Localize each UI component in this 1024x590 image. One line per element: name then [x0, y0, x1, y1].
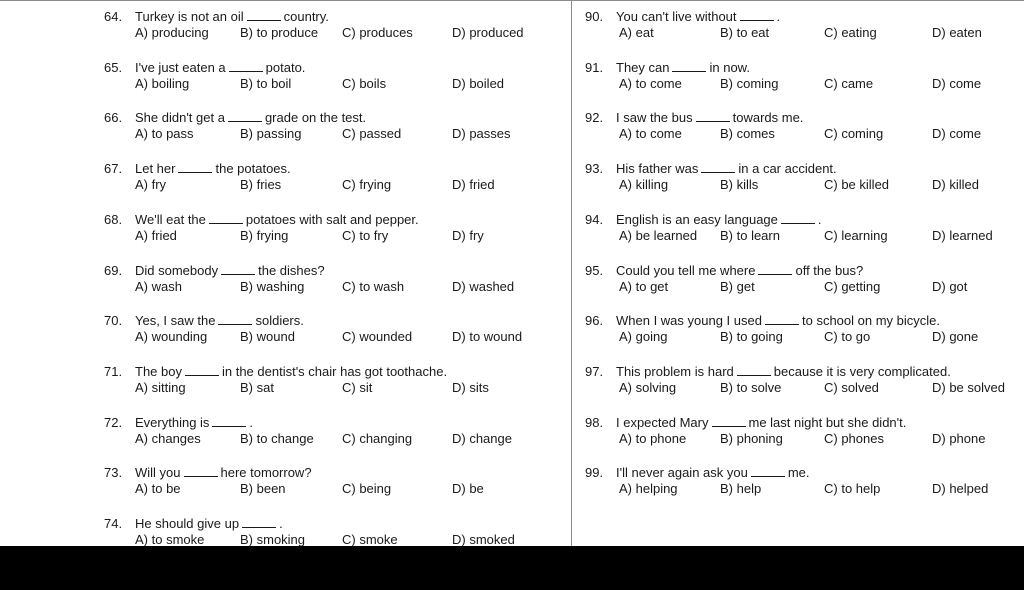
answer-option-a: A) producing: [135, 25, 209, 40]
question-item: [104, 161, 564, 205]
question-text-after: .: [279, 516, 283, 531]
answer-option-b: B) help: [720, 481, 762, 497]
question-item: [104, 110, 564, 154]
answer-option-d: D) boiled: [452, 75, 505, 91]
question-number: 91.: [585, 59, 604, 75]
question-number: 66.: [104, 110, 123, 126]
question-text-after: .: [817, 211, 822, 227]
question-stem: [585, 313, 940, 329]
question-text-after: potato.: [265, 59, 306, 75]
answer-option-b: B) to boil: [240, 75, 292, 91]
answer-option-b: B) fries: [240, 177, 282, 193]
answer-option-d: D) killed: [932, 177, 979, 193]
question-text-before: When I was young I used: [616, 313, 762, 329]
answer-option-b: B) get: [720, 278, 755, 294]
answer-option-a: A) helping: [619, 481, 678, 497]
question-item: [104, 313, 564, 357]
answer-option-c: C) coming: [824, 126, 884, 142]
answer-option-a: A) to smoke: [135, 532, 205, 546]
question-text-before: I'll never again ask you: [616, 465, 748, 481]
answer-option-c: C) wounded: [342, 329, 413, 345]
answer-option-a: A) changes: [135, 430, 201, 446]
answer-option-b: B) to produce: [240, 25, 319, 40]
answer-option-d: D) gone: [932, 329, 979, 345]
question-stem: [585, 364, 951, 380]
answer-option-b: B) washing: [240, 278, 305, 294]
answer-blank: [184, 465, 218, 477]
answer-option-a: A) to pass: [135, 126, 194, 142]
question-text-before: Will you: [135, 465, 181, 481]
answer-blank: [247, 9, 281, 21]
question-text-before: Everything is: [135, 414, 210, 430]
answer-option-c: C) to fry: [342, 227, 389, 243]
answer-option-c: C) produces: [342, 25, 413, 40]
question-text-after: me last night but she didn't.: [748, 414, 907, 430]
answer-option-d: D) smoked: [452, 532, 515, 546]
question-number: 72.: [104, 414, 123, 430]
answer-option-c: C) boils: [342, 75, 387, 91]
question-text-before: Did somebody: [135, 262, 219, 278]
answer-blank: [221, 263, 255, 275]
column-divider: [571, 0, 572, 546]
question-text-before: Turkey is not an oil: [135, 9, 244, 24]
question-item: [104, 9, 564, 53]
answer-blank: [185, 364, 219, 376]
answer-blank: [712, 415, 746, 427]
answer-blank: [229, 60, 263, 72]
question-text-after: in the dentist's chair has got toothache.: [221, 363, 448, 379]
question-stem: [585, 110, 803, 126]
question-number: 90.: [585, 9, 604, 24]
answer-option-b: B) coming: [720, 75, 779, 91]
question-stem: [585, 60, 750, 76]
answer-option-b: B) to eat: [720, 25, 770, 40]
answer-option-b: B) to learn: [720, 227, 780, 243]
question-stem: [585, 212, 822, 228]
question-stem: [104, 212, 419, 228]
question-stem: [104, 516, 283, 532]
answer-option-c: C) eating: [824, 25, 877, 40]
answer-option-c: C) getting: [824, 278, 881, 294]
answer-option-a: A) sitting: [135, 379, 186, 395]
answer-option-a: A) fried: [135, 227, 177, 243]
answer-option-d: D) come: [932, 75, 982, 91]
question-item: [104, 263, 564, 307]
answer-option-a: A) going: [619, 329, 668, 345]
answer-blank: [218, 313, 252, 325]
question-item: [585, 110, 1020, 154]
answer-option-b: B) to solve: [720, 379, 782, 395]
question-stem: [104, 161, 291, 177]
answer-option-c: C) sit: [342, 379, 373, 395]
question-number: 74.: [104, 516, 123, 531]
answer-option-b: B) been: [240, 481, 286, 497]
question-number: 69.: [104, 262, 123, 278]
answer-option-a: A) solving: [619, 379, 677, 395]
answer-blank: [740, 9, 774, 21]
answer-blank: [701, 161, 735, 173]
question-text-after: to school on my bicycle.: [801, 313, 940, 329]
question-item: [104, 516, 564, 546]
question-text-before: Let her: [135, 161, 176, 177]
answer-option-b: B) wound: [240, 329, 295, 345]
question-stem: [585, 263, 863, 279]
question-number: 96.: [585, 313, 604, 329]
question-item: [585, 263, 1020, 307]
question-stem: [104, 313, 304, 329]
answer-option-a: A) to be: [135, 481, 181, 497]
question-text-before: This problem is hard: [616, 363, 734, 379]
question-item: [585, 465, 1020, 509]
answer-option-c: C) to help: [824, 481, 881, 497]
question-text-after: the potatoes.: [215, 161, 291, 177]
answer-option-d: D) produced: [452, 25, 524, 40]
answer-option-b: B) to going: [720, 329, 783, 345]
question-item: [585, 161, 1020, 205]
answer-blank: [242, 516, 276, 528]
question-item: [585, 9, 1020, 53]
answer-option-c: C) frying: [342, 177, 392, 193]
answer-option-c: C) changing: [342, 430, 413, 446]
question-number: 92.: [585, 110, 604, 126]
answer-blank: [178, 161, 212, 173]
question-text-before: His father was: [616, 161, 699, 177]
question-item: [585, 60, 1020, 104]
question-text-before: We'll eat the: [135, 211, 206, 227]
question-number: 99.: [585, 465, 604, 481]
question-number: 64.: [104, 9, 123, 24]
question-text-after: .: [249, 414, 254, 430]
answer-blank: [765, 313, 799, 325]
answer-option-a: A) fry: [135, 177, 167, 193]
question-text-before: English is an easy language: [616, 211, 778, 227]
question-text-after: here tomorrow?: [220, 465, 312, 481]
question-number: 73.: [104, 465, 123, 481]
question-number: 71.: [104, 363, 123, 379]
question-text-before: She didn't get a: [135, 110, 225, 126]
question-text-after: me.: [787, 465, 810, 481]
answer-blank: [228, 110, 262, 122]
answer-option-d: D) to wound: [452, 329, 523, 345]
answer-option-d: D) learned: [932, 227, 993, 243]
question-item: [104, 364, 564, 408]
answer-option-b: B) comes: [720, 126, 775, 142]
answer-option-d: D) change: [452, 430, 512, 446]
answer-option-d: D) be solved: [932, 379, 1005, 395]
question-text-after: potatoes with salt and pepper.: [245, 211, 419, 227]
question-text-before: Could you tell me where: [616, 262, 756, 278]
answer-option-a: A) killing: [619, 177, 669, 193]
question-number: 95.: [585, 262, 604, 278]
answer-option-d: D) got: [932, 278, 968, 294]
answer-option-d: D) eaten: [932, 25, 982, 40]
answer-option-c: C) learning: [824, 227, 888, 243]
top-border: [0, 0, 1024, 1]
question-item: [585, 212, 1020, 256]
answer-option-b: B) passing: [240, 126, 302, 142]
answer-option-d: D) fry: [452, 227, 484, 243]
question-stem: [585, 9, 780, 25]
answer-option-d: D) helped: [932, 481, 989, 497]
answer-option-b: B) phoning: [720, 430, 783, 446]
answer-option-b: B) frying: [240, 227, 289, 243]
question-stem: [104, 263, 325, 279]
question-stem: [104, 60, 305, 76]
question-text-before: I expected Mary: [616, 414, 709, 430]
question-number: 68.: [104, 211, 123, 227]
question-item: [585, 364, 1020, 408]
question-item: [104, 465, 564, 509]
question-text-after: because it is very complicated.: [773, 363, 951, 379]
question-item: [585, 415, 1020, 459]
question-stem: [585, 465, 810, 481]
question-number: 98.: [585, 414, 604, 430]
question-stem: [104, 364, 447, 380]
answer-blank: [209, 212, 243, 224]
question-text-after: .: [776, 9, 781, 24]
answer-option-a: A) be learned: [619, 227, 698, 243]
answer-option-c: C) phones: [824, 430, 884, 446]
question-stem: [104, 465, 312, 481]
question-text-after: in now.: [709, 59, 750, 75]
question-stem: [104, 110, 366, 126]
question-item: [585, 313, 1020, 357]
answer-blank: [758, 263, 792, 275]
question-text-before: You can't live without: [616, 9, 737, 24]
question-stem: [585, 161, 837, 177]
answer-option-a: A) wash: [135, 278, 182, 294]
question-text-before: I've just eaten a: [135, 59, 226, 75]
answer-option-c: C) to go: [824, 329, 871, 345]
answer-blank: [672, 60, 706, 72]
answer-option-a: A) boiling: [135, 75, 190, 91]
answer-option-d: D) washed: [452, 278, 515, 294]
question-text-before: He should give up: [135, 516, 240, 531]
question-stem: [104, 415, 253, 431]
answer-blank: [781, 212, 815, 224]
answer-option-a: A) wounding: [135, 329, 208, 345]
answer-option-c: C) be killed: [824, 177, 890, 193]
answer-option-a: A) to come: [619, 126, 682, 142]
question-number: 65.: [104, 59, 123, 75]
answer-option-a: A) to come: [619, 75, 682, 91]
question-text-after: country.: [283, 9, 329, 24]
answer-option-d: D) be: [452, 481, 484, 497]
question-number: 93.: [585, 161, 604, 177]
answer-option-d: D) sits: [452, 379, 489, 395]
answer-blank: [751, 465, 785, 477]
answer-option-b: B) kills: [720, 177, 759, 193]
question-text-before: They can: [616, 59, 670, 75]
question-number: 67.: [104, 161, 123, 177]
answer-option-d: D) passes: [452, 126, 511, 142]
answer-blank: [737, 364, 771, 376]
question-text-after: towards me.: [732, 110, 804, 126]
question-text-after: in a car accident.: [738, 161, 837, 177]
answer-option-a: A) to get: [619, 278, 669, 294]
answer-option-c: C) being: [342, 481, 392, 497]
answer-option-d: D) phone: [932, 430, 986, 446]
question-text-after: the dishes?: [258, 262, 325, 278]
answer-option-d: D) come: [932, 126, 982, 142]
answer-blank: [696, 110, 730, 122]
question-number: 70.: [104, 313, 123, 329]
answer-option-b: B) sat: [240, 379, 274, 395]
answer-option-c: C) passed: [342, 126, 402, 142]
question-stem: [585, 415, 906, 431]
answer-option-d: D) fried: [452, 177, 495, 193]
answer-blank: [212, 415, 246, 427]
question-item: [104, 212, 564, 256]
answer-option-c: C) solved: [824, 379, 879, 395]
question-number: 94.: [585, 211, 604, 227]
question-text-before: The boy: [135, 363, 182, 379]
answer-option-b: B) to change: [240, 430, 314, 446]
answer-option-b: B) smoking: [240, 532, 306, 546]
question-number: 97.: [585, 363, 604, 379]
question-text-before: Yes, I saw the: [135, 313, 216, 329]
answer-option-c: C) to wash: [342, 278, 405, 294]
question-stem: [104, 9, 329, 25]
question-item: [104, 415, 564, 459]
question-text-after: soldiers.: [255, 313, 304, 329]
answer-option-a: A) eat: [619, 25, 654, 40]
answer-option-a: A) to phone: [619, 430, 687, 446]
question-text-after: grade on the test.: [264, 110, 367, 126]
question-text-before: I saw the bus: [616, 110, 693, 126]
bottom-black-bar: [0, 546, 1024, 590]
question-item: [104, 60, 564, 104]
question-text-after: off the bus?: [795, 262, 864, 278]
answer-option-c: C) came: [824, 75, 874, 91]
answer-option-c: C) smoke: [342, 532, 398, 546]
